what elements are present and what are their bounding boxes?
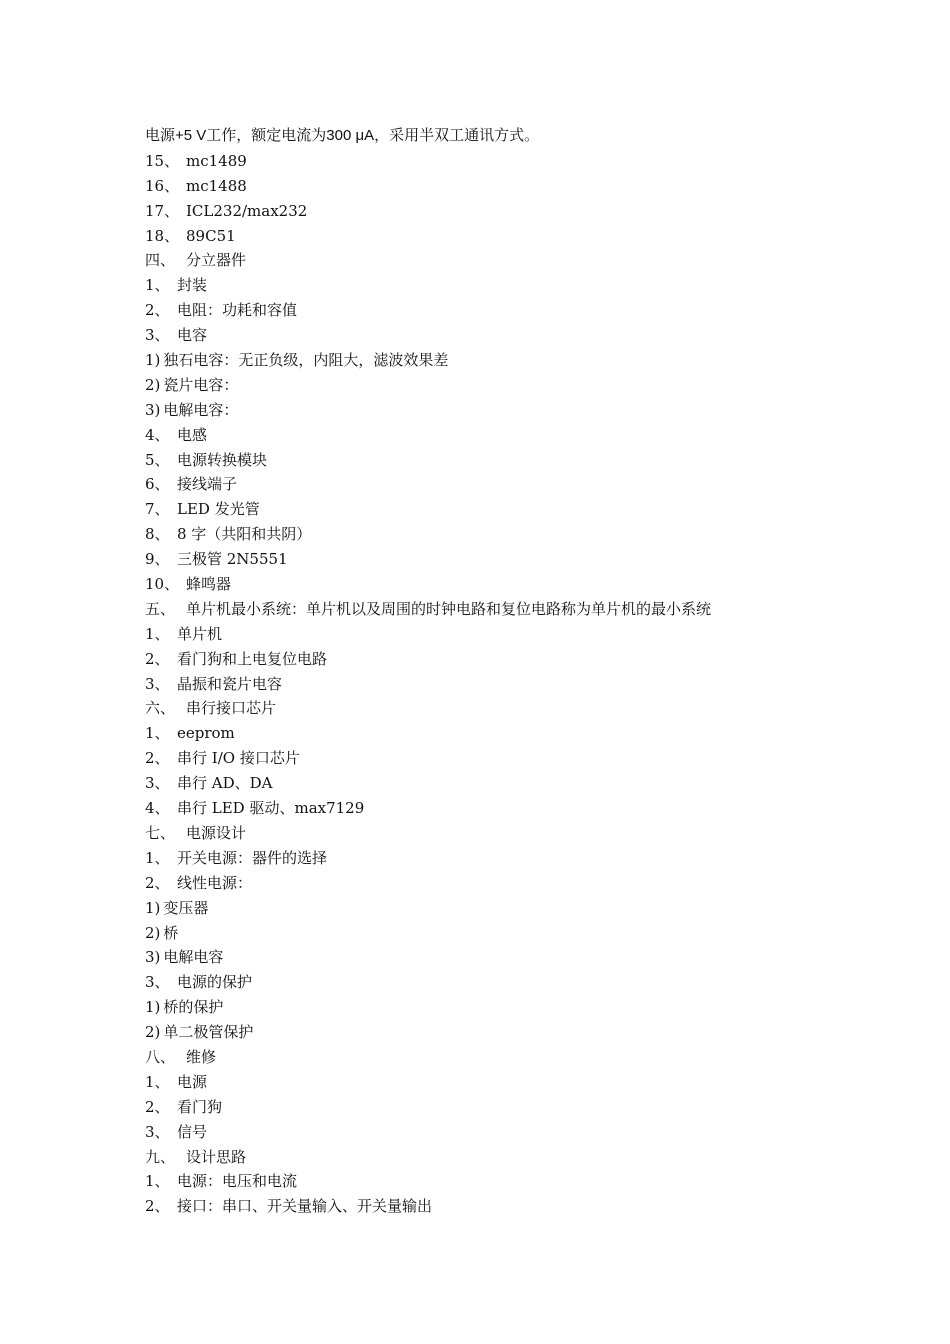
list-number: 2) — [145, 923, 161, 942]
list-number: 5、 — [145, 450, 170, 469]
list-item — [145, 1070, 845, 1095]
list-number: 3、 — [145, 774, 170, 793]
list-number: 8、 — [145, 525, 170, 544]
list-item — [145, 721, 845, 746]
list-text: 电解电容 — [163, 948, 224, 967]
list-text: 串行 I/O 接口芯片 — [177, 749, 300, 768]
list-item — [145, 945, 845, 970]
list-text: 独石电容：无正负级，内阻大，滤波效果差 — [163, 351, 449, 370]
list-number: 3) — [145, 948, 161, 967]
list-number: 10、 — [145, 575, 180, 594]
list-number: 3) — [145, 400, 161, 419]
list-text: 桥 — [163, 923, 179, 942]
list-item — [145, 647, 845, 672]
list-item — [145, 672, 845, 697]
list-item — [145, 995, 845, 1020]
list-item — [145, 1145, 845, 1170]
list-number: 2、 — [145, 649, 170, 668]
list-text: eeprom — [177, 724, 235, 743]
list-item — [145, 398, 845, 423]
list-item — [145, 547, 845, 572]
list-number: 4、 — [145, 425, 170, 444]
list-text: ICL232/max232 — [186, 201, 308, 220]
list-item — [145, 497, 845, 522]
list-item — [145, 572, 845, 597]
list-text: 接口：串口、开关量输入、开关量输出 — [177, 1197, 433, 1216]
list-item — [145, 1169, 845, 1194]
list-item — [145, 796, 845, 821]
list-text: 电源 — [177, 1072, 208, 1091]
list-text: 单片机 — [177, 624, 223, 643]
list-number: 2、 — [145, 749, 170, 768]
list-item — [145, 696, 845, 721]
list-text: 单片机最小系统：单片机以及周围的时钟电路和复位电路称为单片机的最小系统 — [186, 599, 712, 618]
list-text: 开关电源：器件的选择 — [177, 848, 328, 867]
list-text: 电解电容： — [163, 400, 239, 419]
list-text: 串行接口芯片 — [186, 699, 277, 718]
list-number: 2) — [145, 1023, 161, 1042]
list-text: 晶振和瓷片电容 — [177, 674, 283, 693]
list-text: 设计思路 — [186, 1147, 247, 1166]
list-number: 3、 — [145, 326, 170, 345]
list-item — [145, 448, 845, 473]
list-text: 电容 — [177, 326, 208, 345]
list-item — [145, 771, 845, 796]
list-number: 15、 — [145, 151, 180, 170]
list-item — [145, 298, 845, 323]
list-item — [145, 149, 845, 174]
list-text: 电源+5 V工作，额定电流为300 μA，采用半双工通讯方式。 — [145, 127, 540, 144]
list-item — [145, 1194, 845, 1219]
list-number: 2) — [145, 375, 161, 394]
list-number: 1) — [145, 351, 161, 370]
list-item — [145, 1020, 845, 1045]
list-item — [145, 746, 845, 771]
list-number: 3、 — [145, 1122, 170, 1141]
list-item — [145, 622, 845, 647]
list-item — [145, 199, 845, 224]
list-item — [145, 1045, 845, 1070]
list-number: 2、 — [145, 1097, 170, 1116]
list-item — [145, 921, 845, 946]
list-item — [145, 846, 845, 871]
list-text: 分立器件 — [186, 251, 247, 270]
list-number: 四、 — [145, 251, 176, 270]
list-text: 电源：电压和电流 — [177, 1172, 298, 1191]
list-number: 1、 — [145, 624, 170, 643]
list-text: 变压器 — [163, 898, 209, 917]
document-body — [145, 124, 845, 1219]
list-number: 7、 — [145, 500, 170, 519]
list-number: 1、 — [145, 276, 170, 295]
list-number: 1、 — [145, 1072, 170, 1091]
list-number: 18、 — [145, 226, 180, 245]
list-text: 桥的保护 — [163, 998, 224, 1017]
list-number: 1、 — [145, 724, 170, 743]
list-text: 电源转换模块 — [177, 450, 268, 469]
list-item — [145, 896, 845, 921]
list-text: 维修 — [186, 1047, 217, 1066]
list-text: 封装 — [177, 276, 208, 295]
list-text: LED 发光管 — [177, 500, 260, 519]
list-item — [145, 472, 845, 497]
list-item — [145, 871, 845, 896]
list-item — [145, 323, 845, 348]
list-item — [145, 522, 845, 547]
list-text: 8 字（共阳和共阴） — [177, 525, 312, 544]
list-number: 五、 — [145, 599, 176, 618]
list-item — [145, 423, 845, 448]
list-text: 电阻：功耗和容值 — [177, 301, 298, 320]
list-text: 接线端子 — [177, 475, 238, 494]
list-number: 2、 — [145, 1197, 170, 1216]
list-item — [145, 273, 845, 298]
list-text: 三极管 2N5551 — [177, 550, 288, 569]
list-item — [145, 248, 845, 273]
list-number: 八、 — [145, 1047, 176, 1066]
list-text: 电源的保护 — [177, 973, 253, 992]
list-item — [145, 970, 845, 995]
list-number: 1) — [145, 998, 161, 1017]
list-number: 七、 — [145, 823, 176, 842]
list-number: 3、 — [145, 674, 170, 693]
list-text: 电源设计 — [186, 823, 247, 842]
list-number: 六、 — [145, 699, 176, 718]
list-text: 瓷片电容： — [163, 375, 239, 394]
list-text: 单二极管保护 — [163, 1023, 254, 1042]
list-text: 看门狗和上电复位电路 — [177, 649, 328, 668]
list-number: 1) — [145, 898, 161, 917]
list-number: 2、 — [145, 873, 170, 892]
list-item — [145, 597, 845, 622]
list-number: 3、 — [145, 973, 170, 992]
list-text: 看门狗 — [177, 1097, 223, 1116]
list-text: 信号 — [177, 1122, 208, 1141]
list-text: 蜂鸣器 — [186, 575, 232, 594]
list-text: mc1489 — [186, 151, 247, 170]
list-number: 16、 — [145, 176, 180, 195]
list-text: 89C51 — [186, 226, 236, 245]
list-item — [145, 1095, 845, 1120]
list-text: 电感 — [177, 425, 208, 444]
list-number: 17、 — [145, 201, 180, 220]
list-item — [145, 224, 845, 249]
list-item — [145, 821, 845, 846]
list-item — [145, 1120, 845, 1145]
list-number: 6、 — [145, 475, 170, 494]
list-item — [145, 174, 845, 199]
paragraph-line — [145, 124, 845, 149]
list-number: 4、 — [145, 799, 170, 818]
list-number: 1、 — [145, 1172, 170, 1191]
list-number: 9、 — [145, 550, 170, 569]
list-text: 串行 AD、DA — [177, 774, 273, 793]
list-text: 串行 LED 驱动、max7129 — [177, 799, 365, 818]
list-number: 1、 — [145, 848, 170, 867]
list-text: 线性电源： — [177, 873, 253, 892]
list-item — [145, 373, 845, 398]
list-text: mc1488 — [186, 176, 247, 195]
list-number: 九、 — [145, 1147, 176, 1166]
list-item — [145, 348, 845, 373]
list-number: 2、 — [145, 301, 170, 320]
